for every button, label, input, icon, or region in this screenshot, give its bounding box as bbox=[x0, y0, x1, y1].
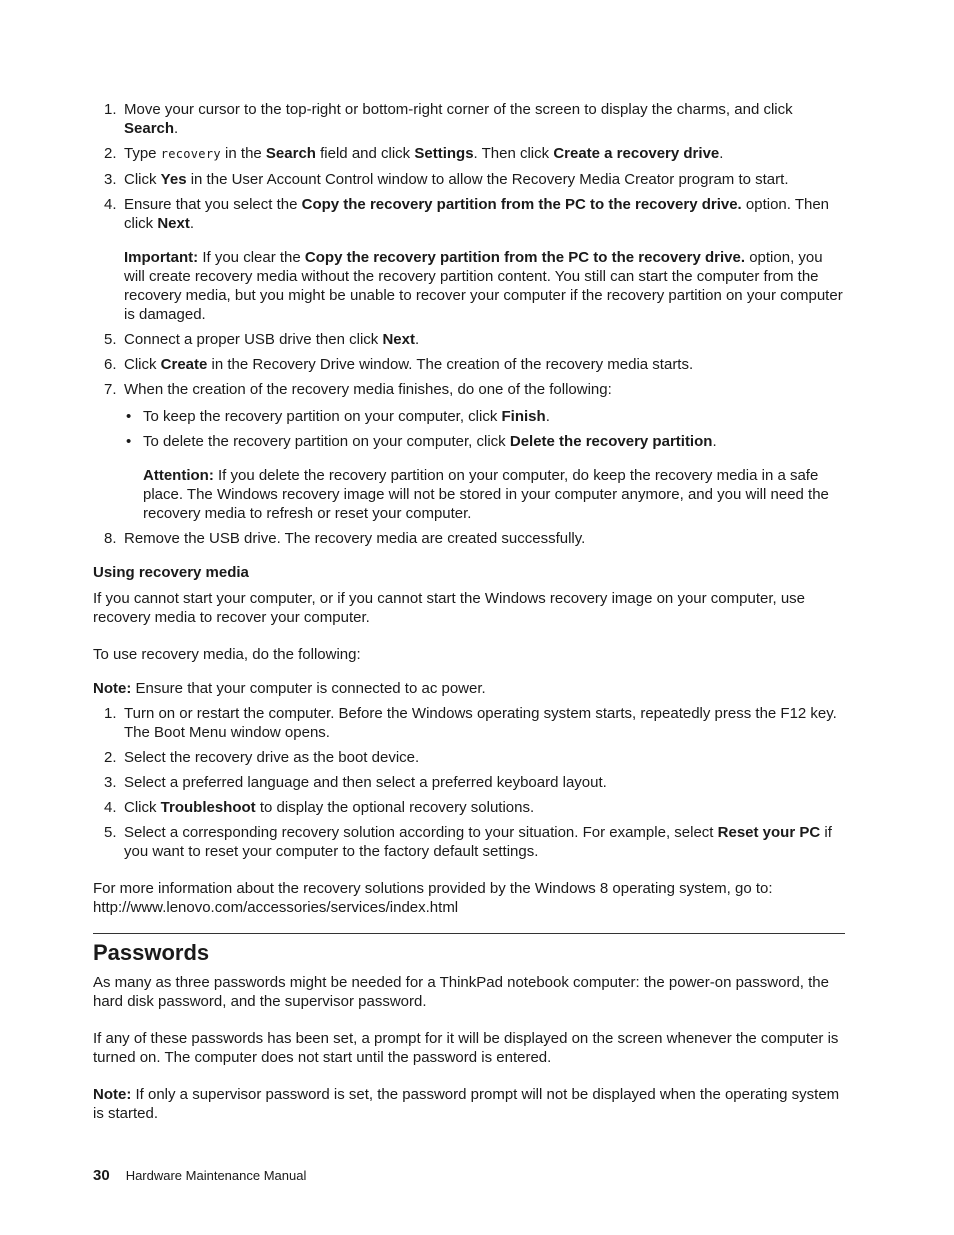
bullet-icon: • bbox=[126, 433, 132, 450]
code-text: recovery bbox=[160, 147, 221, 161]
attention-label: Attention: bbox=[143, 467, 214, 484]
section-divider bbox=[93, 933, 845, 934]
important-note bbox=[124, 248, 845, 324]
page-footer bbox=[93, 1167, 306, 1184]
note bbox=[93, 679, 845, 698]
step-text: . bbox=[414, 331, 420, 348]
step-number: 3. bbox=[104, 171, 117, 188]
bullet-icon: • bbox=[126, 408, 132, 425]
important-label: Important: bbox=[124, 249, 199, 266]
attention-note bbox=[143, 466, 845, 523]
step-text: Type bbox=[124, 145, 161, 162]
list-item bbox=[93, 748, 845, 767]
step-text: option. Then click bbox=[124, 196, 830, 232]
paragraph: If any of these passwords has been set, a prompt for it will be displayed on the screen whenever the computer is turned on. The computer does not start until the password is entered. bbox=[93, 1030, 839, 1066]
step-text: Ensure that you select the bbox=[124, 196, 302, 213]
note bbox=[93, 1085, 845, 1123]
step-number: 3. bbox=[104, 774, 117, 791]
step-text: Move your cursor to the top-right or bottom-right corner of the screen to display the charms, and click bbox=[124, 101, 793, 118]
step-text: field and click bbox=[315, 145, 415, 162]
document-page bbox=[93, 100, 845, 1123]
list-item bbox=[93, 380, 845, 523]
recovery-solutions-url: http://www.lenovo.com/accessories/services/index.html bbox=[93, 899, 459, 916]
step-text: . Then click bbox=[473, 145, 554, 162]
step-text: Remove the USB drive. The recovery media are created successfully. bbox=[124, 530, 586, 547]
step-number: 8. bbox=[104, 530, 117, 547]
note-text: If only a supervisor password is set, the password prompt will not be displayed when the operating system is started. bbox=[93, 1086, 840, 1122]
step-text: Click bbox=[124, 171, 161, 188]
step-text: Click bbox=[124, 799, 161, 816]
step-bold-text: Create a recovery drive bbox=[553, 145, 720, 162]
note-bold-text: Copy the recovery partition from the PC to the recovery drive. bbox=[304, 249, 746, 266]
recovery-media-creation-steps bbox=[93, 100, 845, 548]
bullet-item bbox=[124, 407, 845, 426]
bullet-text: . bbox=[712, 433, 717, 450]
bullet-text: To keep the recovery partition on your computer, click bbox=[143, 408, 502, 425]
manual-title: Hardware Maintenance Manual bbox=[125, 1168, 307, 1183]
list-item bbox=[93, 100, 845, 138]
step-bold-text: Next bbox=[157, 215, 190, 232]
bullet-text: . bbox=[545, 408, 550, 425]
step-text: if you want to reset your computer to the factory default settings. bbox=[124, 824, 832, 860]
bullet-text: To delete the recovery partition on your computer, click bbox=[143, 433, 510, 450]
step-bold-text: Reset your PC bbox=[717, 824, 821, 841]
step-text: Click bbox=[124, 356, 161, 373]
list-item bbox=[93, 195, 845, 324]
bullet-item bbox=[124, 432, 845, 451]
step-number: 2. bbox=[104, 145, 117, 162]
note-label: Note: bbox=[93, 1086, 132, 1103]
step-text: in the bbox=[220, 145, 266, 162]
step-number: 1. bbox=[104, 705, 117, 722]
section-title: Passwords bbox=[93, 940, 210, 965]
step-text: . bbox=[719, 145, 724, 162]
step-text: Select the recovery drive as the boot device. bbox=[124, 749, 420, 766]
step-number: 6. bbox=[104, 356, 117, 373]
list-item bbox=[93, 355, 845, 374]
step-text: to display the optional recovery solutions. bbox=[255, 799, 535, 816]
step-text: Select a preferred language and then select a preferred keyboard layout. bbox=[124, 774, 607, 791]
list-item bbox=[93, 823, 845, 861]
step-text: Turn on or restart the computer. Before the Windows operating system starts, repeatedly press the F12 key. The Boot Menu window opens. bbox=[124, 705, 837, 741]
step-bold-text: Create bbox=[160, 356, 208, 373]
list-item bbox=[93, 529, 845, 548]
bullet-bold-text: Delete the recovery partition bbox=[509, 433, 713, 450]
step-bold-text: Next bbox=[382, 331, 415, 348]
paragraph: If you cannot start your computer, or if you cannot start the Windows recovery image on your computer, use recovery media to recover your computer. bbox=[93, 590, 806, 626]
step-text: in the Recovery Drive window. The creation of the recovery media starts. bbox=[207, 356, 694, 373]
step-text: . bbox=[189, 215, 195, 232]
subsection-heading: Using recovery media bbox=[93, 564, 249, 581]
list-item bbox=[93, 330, 845, 349]
step-number: 4. bbox=[104, 799, 117, 816]
step-bold-text: Search bbox=[265, 145, 316, 162]
more-info-text: For more information about the recovery solutions provided by the Windows 8 operating system, go to: bbox=[93, 880, 773, 897]
page-number: 30 bbox=[93, 1167, 110, 1184]
recovery-media-usage-steps bbox=[93, 704, 845, 861]
step-text: When the creation of the recovery media finishes, do one of the following: bbox=[124, 381, 612, 398]
step-text: Select a corresponding recovery solution according to your situation. For example, select bbox=[124, 824, 718, 841]
step-bold-text: Search bbox=[124, 120, 175, 137]
bullet-bold-text: Finish bbox=[501, 408, 546, 425]
step-number: 5. bbox=[104, 331, 117, 348]
step-text: in the User Account Control window to allow the Recovery Media Creator program to start. bbox=[186, 171, 789, 188]
note-text: Ensure that your computer is connected to ac power. bbox=[131, 680, 486, 697]
bullet-list bbox=[124, 407, 845, 451]
note-text: If you clear the bbox=[198, 249, 305, 266]
note-text: option, you will create recovery media without the recovery partition content. You still can start the computer from the recovery media, but you might be unable to recover your computer if the recovery partition on your computer is damaged. bbox=[124, 249, 843, 323]
paragraph: As many as three passwords might be needed for a ThinkPad notebook computer: the power-on password, the hard disk password, and the supervisor password. bbox=[93, 974, 829, 1010]
step-text: Connect a proper USB drive then click bbox=[124, 331, 383, 348]
list-item bbox=[93, 798, 845, 817]
step-text: . bbox=[174, 120, 179, 137]
list-item bbox=[93, 144, 845, 164]
step-bold-text: Troubleshoot bbox=[160, 799, 256, 816]
step-number: 7. bbox=[104, 381, 117, 398]
note-label: Note: bbox=[93, 680, 132, 697]
list-item bbox=[93, 170, 845, 189]
step-number: 5. bbox=[104, 824, 117, 841]
paragraph bbox=[93, 879, 845, 917]
step-number: 1. bbox=[104, 101, 117, 118]
paragraph: To use recovery media, do the following: bbox=[93, 646, 361, 663]
list-item bbox=[93, 773, 845, 792]
step-number: 2. bbox=[104, 749, 117, 766]
step-number: 4. bbox=[104, 196, 117, 213]
list-item bbox=[93, 704, 845, 742]
note-text: If you delete the recovery partition on your computer, do keep the recovery media in a safe place. The Windows recovery image will not be stored in your computer anymore, and you will need the recovery media to refresh or reset your computer. bbox=[143, 467, 829, 522]
step-bold-text: Settings bbox=[414, 145, 474, 162]
step-bold-text: Yes bbox=[160, 171, 187, 188]
step-bold-text: Copy the recovery partition from the PC to the recovery drive. bbox=[301, 196, 742, 213]
